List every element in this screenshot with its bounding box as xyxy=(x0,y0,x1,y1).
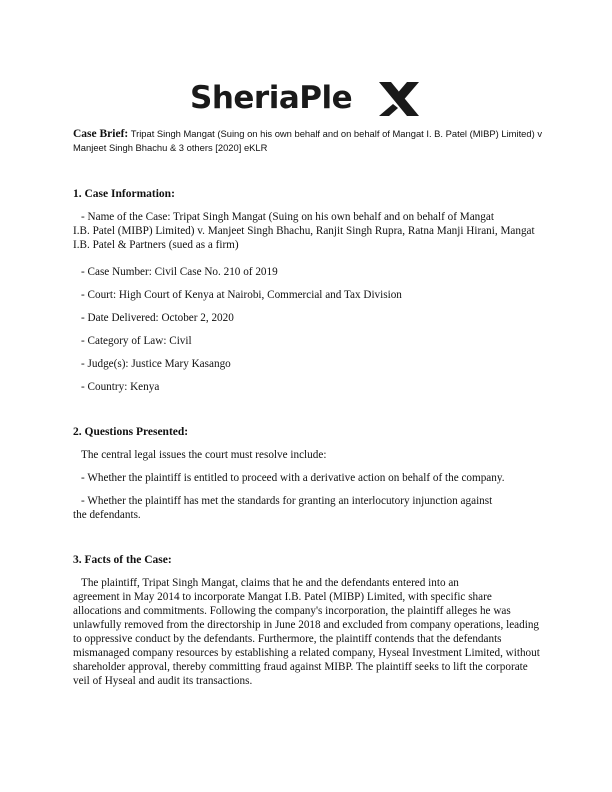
sheriaplex-logo xyxy=(190,74,420,124)
case-brief-title xyxy=(73,127,543,155)
case-name-continuation: I.B. Patel (MIBP) Limited) v. Manjeet Singh Bhachu, Ranjit Singh Rupra, Ratna Manji Hirani, Mangat I.B. Patel & Partners (sued as a firm) xyxy=(73,225,535,251)
case-name-block xyxy=(73,210,543,252)
case-name-line: - Name of the Case: Tripat Singh Mangat (Suing on his own behalf and on behalf of Mangat xyxy=(81,211,494,223)
judges: - Judge(s): Justice Mary Kasango xyxy=(81,358,231,370)
section-heading-questions-presented: 2. Questions Presented: xyxy=(73,426,189,438)
logo-wordmark: SheriaPle xyxy=(190,80,353,116)
section-heading-case-information: 1. Case Information: xyxy=(73,188,175,200)
case-number: - Case Number: Civil Case No. 210 of 2019 xyxy=(81,266,278,278)
date-delivered: - Date Delivered: October 2, 2020 xyxy=(81,312,234,324)
logo-x-icon xyxy=(377,78,421,120)
court: - Court: High Court of Kenya at Nairobi, Commercial and Tax Division xyxy=(81,289,402,301)
facts-paragraph xyxy=(73,576,543,688)
question-injunction xyxy=(73,494,543,522)
question-injunction-line: - Whether the plaintiff has met the standards for granting an interlocutory injunction against xyxy=(81,495,493,507)
question-injunction-continuation: the defendants. xyxy=(73,509,141,521)
facts-first-line: The plaintiff, Tripat Singh Mangat, claims that he and the defendants entered into an xyxy=(81,577,459,589)
facts-body: agreement in May 2014 to incorporate Mangat I.B. Patel (MIBP) Limited, with specific share allocations and commitments. Following the company's incorporation, the plaintiff alleges he was unlawfully removed from the directorship in June 2018 and excluded from company operations, leading to oppressive conduct by the defendants. Furthermore, the plaintiff contends that the defendants mismanaged company resources by establishing a related company, Hyseal Investment Limited, without shareholder approval, thereby committing fraud against MIBP. The plaintiff seeks to lift the corporate veil of Hyseal and audit its transactions. xyxy=(73,591,540,687)
section-heading-facts: 3. Facts of the Case: xyxy=(73,554,172,566)
case-brief-name: Tripat Singh Mangat (Suing on his own behalf and on behalf of Mangat I. B. Patel (MIBP) Limited) v Manjeet Singh Bhachu & 3 others [2020] eKLR xyxy=(73,128,543,153)
category-of-law: - Category of Law: Civil xyxy=(81,335,192,347)
question-derivative-action: - Whether the plaintiff is entitled to proceed with a derivative action on behalf of the company. xyxy=(81,472,505,484)
case-brief-label: Case Brief: xyxy=(73,128,129,140)
country: - Country: Kenya xyxy=(81,381,160,393)
questions-intro: The central legal issues the court must resolve include: xyxy=(81,449,327,461)
